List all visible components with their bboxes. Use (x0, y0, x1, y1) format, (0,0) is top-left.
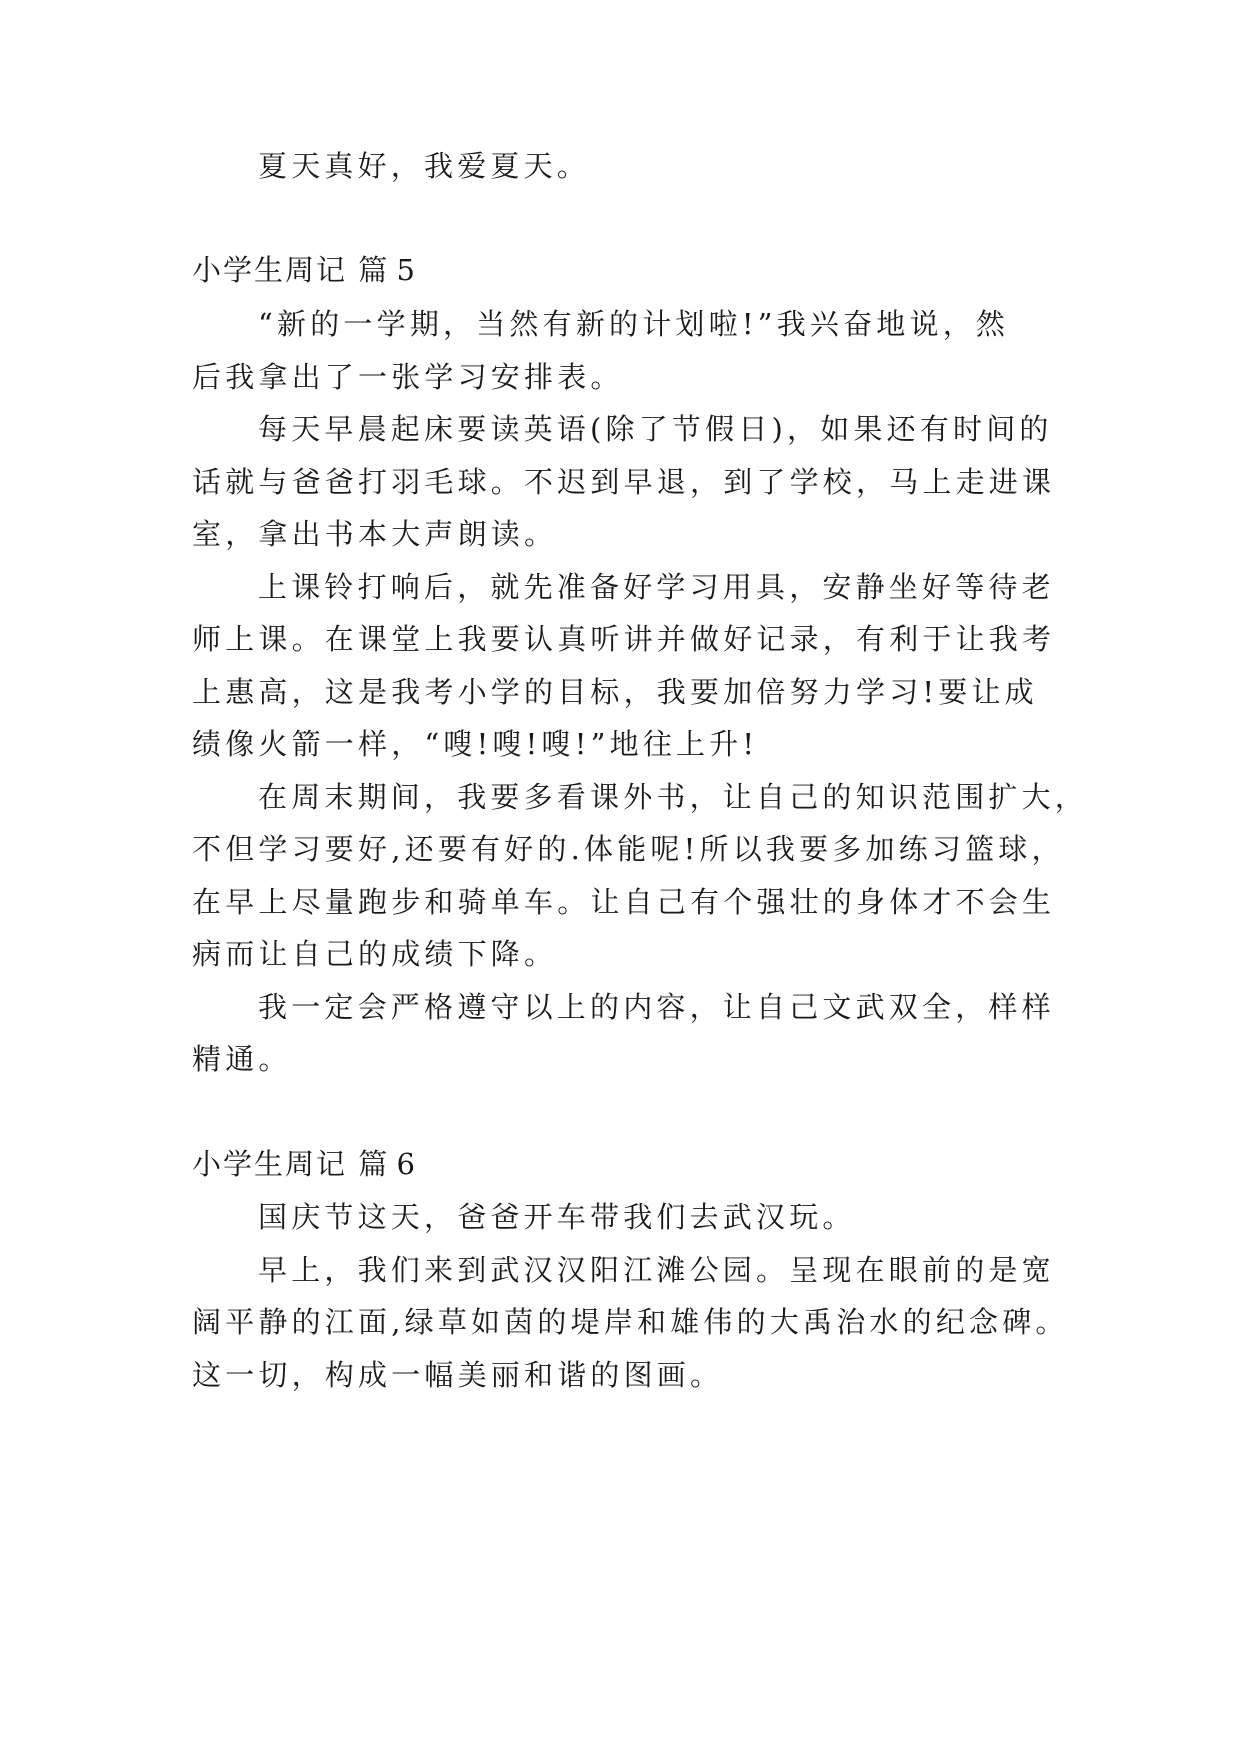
paragraph-line: 不但学习要好,还要有好的.体能呢!所以我要多加练习篮球， (192, 832, 1065, 866)
paragraph-line: 师上课。在课堂上我要认真听讲并做好记录，有利于让我考 (192, 622, 1056, 656)
paragraph-line: 绩像火箭一样，“嗖!嗖!嗖!”地往上升! (192, 727, 759, 761)
section-heading-6 (192, 1144, 415, 1184)
paragraph-line: 在早上尽量跑步和骑单车。让自己有个强壮的身体才不会生 (192, 885, 1056, 919)
heading-part: 篇 5 (358, 253, 415, 287)
paragraph-line: 在周末期间，我要多看课外书，让自己的知识范围扩大， (258, 780, 1089, 814)
heading-title: 小学生周记 (192, 253, 348, 287)
paragraph-line: 精通。 (192, 1042, 292, 1076)
paragraph-line: 上惠高，这是我考小学的目标，我要加倍努力学习!要让成 (192, 675, 1038, 709)
section-heading-5 (192, 250, 415, 290)
paragraph-line: 阔平静的江面,绿草如茵的堤岸和雄伟的大禹治水的纪念碑。 (192, 1305, 1069, 1339)
paragraph-line: 这一切，构成一幅美丽和谐的图画。 (192, 1358, 724, 1392)
paragraph-line: 国庆节这天，爸爸开车带我们去武汉玩。 (258, 1200, 856, 1234)
paragraph-line: “新的一学期，当然有新的计划啦!”我兴奋地说，然 (258, 307, 1010, 341)
paragraph-line: 我一定会严格遵守以上的内容，让自己文武双全，样样 (258, 990, 1055, 1024)
paragraph-line: 每天早晨起床要读英语(除了节假日)，如果还有时间的 (258, 412, 1053, 446)
paragraph-line: 话就与爸爸打羽毛球。不迟到早退，到了学校，马上走进课 (192, 465, 1056, 499)
paragraph-line: 病而让自己的成绩下降。 (192, 937, 558, 971)
heading-part: 篇 6 (358, 1147, 415, 1181)
paragraph-line: 早上，我们来到武汉汉阳江滩公园。呈现在眼前的是宽 (258, 1253, 1055, 1287)
heading-title: 小学生周记 (192, 1147, 348, 1181)
paragraph-line: 夏天真好，我爱夏天。 (258, 149, 591, 183)
paragraph-line: 上课铃打响后，就先准备好学习用具，安静坐好等待老 (258, 570, 1055, 604)
paragraph-line: 室，拿出书本大声朗读。 (192, 517, 558, 551)
paragraph-line: 后我拿出了一张学习安排表。 (192, 360, 624, 394)
